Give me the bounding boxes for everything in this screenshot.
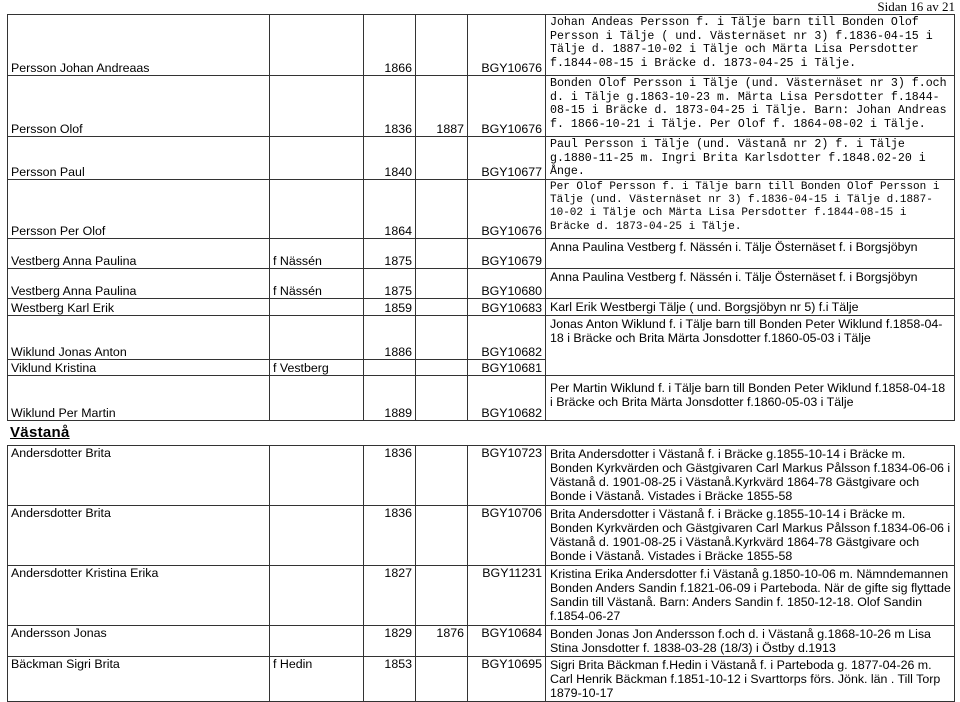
record-note: Sigri Brita Bäckman f.Hedin i Västanå f. i Parteboda g. 1877-04-26 m. Carl Henrik Bäckman f.1851-10-12 i Svarttorps förs. Jönk. län . Till Torp 1879-10-17 bbox=[546, 657, 955, 702]
record-died: 1876 bbox=[416, 626, 468, 657]
record-note: Brita Andersdotter i Västanå f. i Bräcke g.1855-10-14 i Bräcke m. Bonden Kyrkvärden och Gästgivaren Carl Markus Pålsson f.1834-06-06 i Västanå d. 1901-08-25 i Västanå.Kyrkvärd 1864-78 Gästgivare och Bonde i Västanå. Vistades i Bräcke 1855-58 bbox=[546, 446, 955, 506]
record-born: 1827 bbox=[364, 566, 416, 626]
table-row bbox=[8, 566, 955, 626]
table-row bbox=[8, 238, 955, 268]
record-name: Andersdotter Brita bbox=[8, 506, 270, 566]
record-id: BGY10682 bbox=[468, 315, 546, 359]
record-origin: f Nässén bbox=[270, 238, 364, 268]
record-born: 1829 bbox=[364, 626, 416, 657]
record-name: Andersson Jonas bbox=[8, 626, 270, 657]
record-id: BGY10695 bbox=[468, 657, 546, 702]
table-row bbox=[8, 137, 955, 180]
record-origin: f Vestberg bbox=[270, 359, 364, 375]
record-name: Westberg Karl Erik bbox=[8, 298, 270, 315]
record-died bbox=[416, 238, 468, 268]
record-born: 1875 bbox=[364, 238, 416, 268]
record-name: Bäckman Sigri Brita bbox=[8, 657, 270, 702]
record-born: 1840 bbox=[364, 137, 416, 180]
record-note: Bonden Jonas Jon Andersson f.och d. i Västanå g.1868-10-26 m Lisa Stina Jonsdotter f. 1838-03-28 (18/3) i Östby d.1913 bbox=[546, 626, 955, 657]
record-id: BGY10676 bbox=[468, 76, 546, 137]
record-born: 1886 bbox=[364, 315, 416, 359]
record-born: 1859 bbox=[364, 298, 416, 315]
record-origin: f Nässén bbox=[270, 268, 364, 298]
record-note: Jonas Anton Wiklund f. i Tälje barn till Bonden Peter Wiklund f.1858-04-18 i Bräcke och Brita Märta Jonsdotter f.1860-05-03 i Tälje bbox=[546, 315, 955, 375]
record-name: Persson Olof bbox=[8, 76, 270, 137]
record-born: 1889 bbox=[364, 375, 416, 420]
record-died: 1887 bbox=[416, 76, 468, 137]
record-origin bbox=[270, 137, 364, 180]
record-origin bbox=[270, 298, 364, 315]
table-row bbox=[8, 446, 955, 506]
table-row bbox=[8, 315, 955, 359]
record-origin: f Hedin bbox=[270, 657, 364, 702]
record-born bbox=[364, 359, 416, 375]
record-id: BGY10684 bbox=[468, 626, 546, 657]
record-died bbox=[416, 375, 468, 420]
record-id: BGY10680 bbox=[468, 268, 546, 298]
record-died bbox=[416, 15, 468, 76]
table-row bbox=[8, 626, 955, 657]
record-note: Paul Persson i Tälje (und. Västanå nr 2) f. i Tälje g.1880-11-25 m. Ingri Brita Karlsdotter f.1848.02-20 i Ånge. bbox=[546, 137, 955, 180]
record-origin bbox=[270, 626, 364, 657]
record-note: Johan Andeas Persson f. i Tälje barn till Bonden Olof Persson i Tälje ( und. Västernäset nr 3) f.1836-04-15 i Tälje d. 1887-10-02 i Tälje och Märta Lisa Persdotter f.1844-08-15 i Bräcke d. 1873-04-25 i Tälje. bbox=[546, 15, 955, 76]
record-origin bbox=[270, 179, 364, 238]
page-header: Sidan 16 av 21 bbox=[877, 0, 955, 14]
record-died bbox=[416, 298, 468, 315]
record-born: 1836 bbox=[364, 76, 416, 137]
record-id: BGY10706 bbox=[468, 506, 546, 566]
record-name: Persson Paul bbox=[8, 137, 270, 180]
record-origin bbox=[270, 15, 364, 76]
record-born: 1864 bbox=[364, 179, 416, 238]
record-died bbox=[416, 446, 468, 506]
record-born: 1853 bbox=[364, 657, 416, 702]
table-row bbox=[8, 506, 955, 566]
table-row bbox=[8, 657, 955, 702]
table-row bbox=[8, 76, 955, 137]
record-name: Viklund Kristina bbox=[8, 359, 270, 375]
record-origin bbox=[270, 375, 364, 420]
record-name: Wiklund Jonas Anton bbox=[8, 315, 270, 359]
record-died bbox=[416, 179, 468, 238]
record-died bbox=[416, 359, 468, 375]
records-table-top bbox=[7, 14, 955, 421]
record-note: Kristina Erika Andersdotter f.i Västanå g.1850-10-06 m. Nämndemannen Bonden Anders Sandin f.1821-06-09 i Parteboda. När de gifte sig flyttade Sandin till Västanå. Barn: Anders Sandin f. 1850-12-18. Olof Sandin f.1854-06-27 bbox=[546, 566, 955, 626]
record-id: BGY10682 bbox=[468, 375, 546, 420]
record-id: BGY10676 bbox=[468, 15, 546, 76]
record-died bbox=[416, 566, 468, 626]
table-row bbox=[8, 298, 955, 315]
record-id: BGY10679 bbox=[468, 238, 546, 268]
record-name: Andersdotter Brita bbox=[8, 446, 270, 506]
record-origin bbox=[270, 76, 364, 137]
record-id: BGY10676 bbox=[468, 179, 546, 238]
record-name: Persson Per Olof bbox=[8, 179, 270, 238]
records-table-vastana bbox=[7, 445, 955, 702]
record-name: Andersdotter Kristina Erika bbox=[8, 566, 270, 626]
table-row bbox=[8, 15, 955, 76]
record-id: BGY10723 bbox=[468, 446, 546, 506]
table-row bbox=[8, 179, 955, 238]
record-origin bbox=[270, 315, 364, 359]
record-born: 1866 bbox=[364, 15, 416, 76]
record-died bbox=[416, 657, 468, 702]
record-id: BGY11231 bbox=[468, 566, 546, 626]
record-id: BGY10681 bbox=[468, 359, 546, 375]
record-name: Persson Johan Andreaas bbox=[8, 15, 270, 76]
record-note: Bonden Olof Persson i Tälje (und. Västernäset nr 3) f.och d. i Tälje g.1863-10-23 m. Märta Lisa Persdotter f.1844-08-15 i Bräcke d. 1873-04-25 i Tälje. Barn: Johan Andreas f. 1866-10-21 i Tälje. Per Olof f. 1864-08-02 i Tälje. bbox=[546, 76, 955, 137]
record-note: Karl Erik Westbergi Tälje ( und. Borgsjöbyn nr 5) f.i Tälje bbox=[546, 298, 955, 315]
record-origin bbox=[270, 566, 364, 626]
record-born: 1836 bbox=[364, 446, 416, 506]
record-died bbox=[416, 506, 468, 566]
record-note: Per Martin Wiklund f. i Tälje barn till Bonden Peter Wiklund f.1858-04-18 i Bräcke och Brita Märta Jonsdotter f.1860-05-03 i Tälje bbox=[546, 375, 955, 420]
section-heading: Västanå bbox=[10, 424, 70, 441]
record-name: Vestberg Anna Paulina bbox=[8, 268, 270, 298]
record-note: Brita Andersdotter i Västanå f. i Bräcke g.1855-10-14 i Bräcke m. Bonden Kyrkvärden och Gästgivaren Carl Markus Pålsson f.1834-06-06 i Västanå d. 1901-08-25 i Västanå.Kyrkvärd 1864-78 Gästgivare och Bonde i Västanå. Vistades i Bräcke 1855-58 bbox=[546, 506, 955, 566]
record-note: Anna Paulina Vestberg f. Nässén i. Tälje Östernäset f. i Borgsjöbyn bbox=[546, 238, 955, 268]
record-died bbox=[416, 137, 468, 180]
table-row bbox=[8, 375, 955, 420]
record-id: BGY10683 bbox=[468, 298, 546, 315]
record-died bbox=[416, 315, 468, 359]
record-note: Anna Paulina Vestberg f. Nässén i. Tälje Östernäset f. i Borgsjöbyn bbox=[546, 268, 955, 298]
table-row bbox=[8, 268, 955, 298]
record-died bbox=[416, 268, 468, 298]
record-born: 1875 bbox=[364, 268, 416, 298]
record-note: Per Olof Persson f. i Tälje barn till Bonden Olof Persson i Tälje (und. Västernäset nr 3) f.1836-04-15 i Tälje d.1887-10-02 i Tälje och Märta Lisa Persdotter f.1844-08-15 i Bräcke d. 1873-04-25 i Tälje. bbox=[546, 179, 955, 238]
record-origin bbox=[270, 506, 364, 566]
record-name: Wiklund Per Martin bbox=[8, 375, 270, 420]
record-born: 1836 bbox=[364, 506, 416, 566]
record-id: BGY10677 bbox=[468, 137, 546, 180]
record-name: Vestberg Anna Paulina bbox=[8, 238, 270, 268]
record-origin bbox=[270, 446, 364, 506]
